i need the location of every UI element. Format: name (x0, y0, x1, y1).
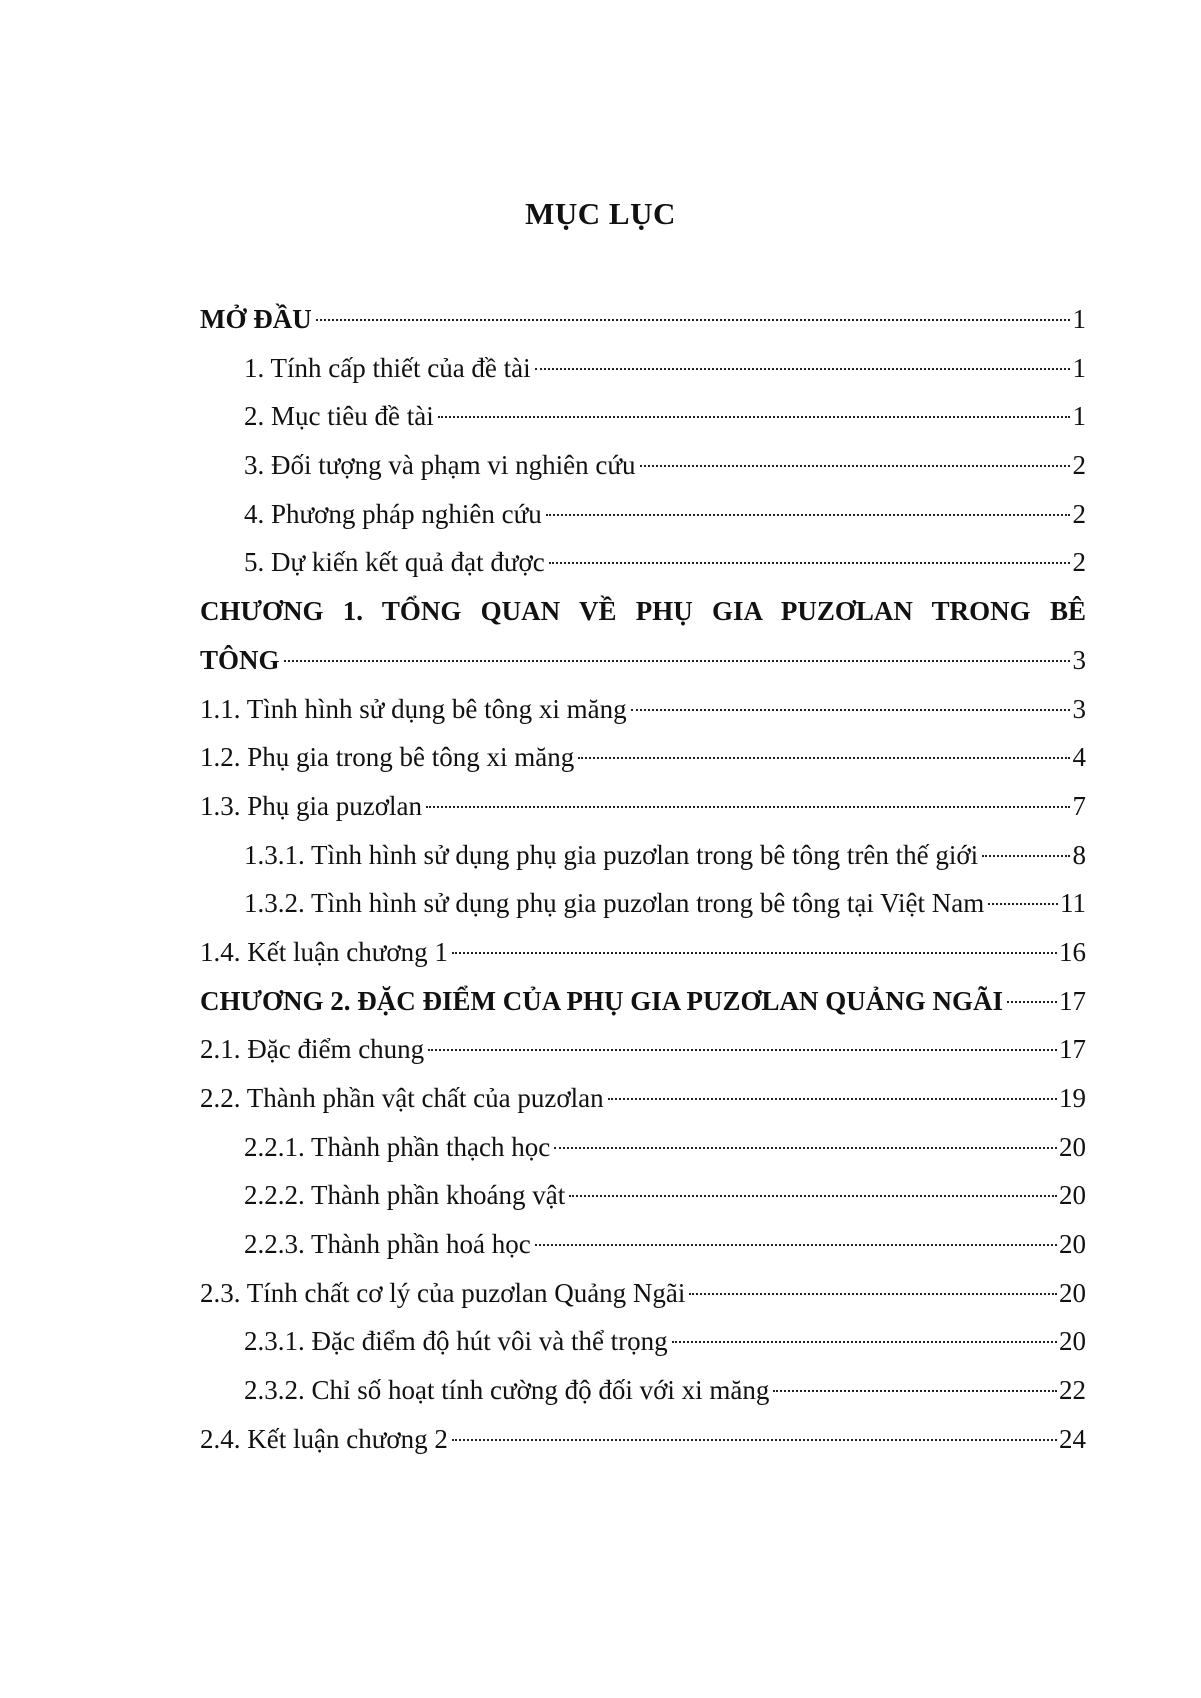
toc-entry-text: 2.3.1. Đặc điểm độ hút vôi và thể trọng (244, 1326, 668, 1357)
toc-page-number: 22 (1059, 1375, 1086, 1406)
toc-entry-text: 2.2.1. Thành phần thạch học (244, 1131, 551, 1162)
toc-entry[interactable] (200, 1269, 1086, 1318)
dot-leader (452, 1439, 1057, 1441)
toc-entry-text: 2.2. Thành phần vật chất của puzơlan (200, 1083, 604, 1113)
toc-entry[interactable] (200, 344, 1086, 393)
toc-page-number: 2 (1072, 450, 1086, 481)
toc-entry-text: 1.3.1. Tình hình sử dụng phụ gia puzơlan trong bê tông trên thế giới (244, 839, 979, 870)
toc-page-number: 2 (1072, 547, 1086, 578)
toc-entry[interactable] (200, 1366, 1086, 1415)
toc-entry-text: 1.3.2. Tình hình sử dụng phụ gia puzơlan trong bê tông tại Việt Nam (244, 888, 985, 919)
dot-leader (773, 1390, 1057, 1392)
toc-entry[interactable] (200, 490, 1086, 539)
toc-page-number: 8 (1072, 839, 1086, 870)
toc-entry-text: 1.2. Phụ gia trong bê tông xi măng (200, 742, 575, 773)
toc-entry-text: 1.1. Tình hình sử dụng bê tông xi măng (200, 693, 627, 724)
toc-page-number: 7 (1072, 790, 1086, 821)
dot-leader (1007, 1001, 1057, 1003)
toc-page-number: 17 (1059, 985, 1086, 1016)
toc-entry[interactable] (200, 1317, 1086, 1366)
toc-page-number: 20 (1059, 1131, 1086, 1162)
dot-leader (428, 1049, 1057, 1051)
toc-entry[interactable] (200, 1171, 1086, 1220)
page-title: MỤC LỤC (525, 196, 676, 231)
toc-entry[interactable] (200, 441, 1086, 490)
toc-entry-intro[interactable] (200, 295, 1086, 344)
dot-leader (988, 903, 1058, 905)
toc-page-number: 3 (1072, 693, 1086, 724)
toc-entry-text: 1.4. Kết luận chương 1 (200, 936, 448, 967)
toc-entry[interactable] (200, 392, 1086, 441)
toc-page-number: 20 (1059, 1277, 1086, 1308)
toc-page-number: 20 (1059, 1180, 1086, 1211)
toc-entry[interactable] (200, 685, 1086, 734)
toc-entry[interactable] (200, 733, 1086, 782)
toc-entry-text: 2.2.3. Thành phần hoá học (244, 1229, 531, 1260)
dot-leader (549, 562, 1070, 564)
toc-entry-text: 3. Đối tượng và phạm vi nghiên cứu (244, 450, 636, 481)
toc-entry-text: 2.1. Đặc điểm chung (200, 1034, 425, 1065)
toc-entry[interactable] (200, 538, 1086, 587)
toc-page-number: 24 (1059, 1423, 1086, 1454)
toc-entry-text: CHƯƠNG 1. TỔNG QUAN VỀ PHỤ GIA PUZƠLAN TRONG BÊ (200, 596, 1086, 627)
toc-entry-text: 2.4. Kết luận chương 2 (200, 1423, 448, 1454)
toc-page-number: 11 (1060, 888, 1086, 919)
table-of-contents (200, 295, 1086, 1464)
toc-entry-text: 1.3. Phụ gia puzơlan (200, 790, 422, 821)
toc-page-number: 16 (1059, 936, 1086, 967)
toc-page-number: 2 (1072, 498, 1086, 529)
dot-leader (554, 1147, 1057, 1149)
toc-page-number: 1 (1072, 304, 1086, 334)
toc-entry[interactable] (200, 928, 1086, 977)
toc-page-number: 20 (1059, 1326, 1086, 1357)
toc-entry[interactable] (200, 831, 1086, 880)
toc-page-number: 20 (1059, 1229, 1086, 1260)
dot-leader (631, 709, 1070, 711)
toc-page-number: 19 (1059, 1083, 1086, 1113)
dot-leader (569, 1195, 1057, 1197)
dot-leader (578, 757, 1070, 759)
toc-entry-text: TÔNG (200, 644, 280, 675)
toc-entry-text: 1. Tính cấp thiết của đề tài (244, 352, 531, 383)
toc-page-number: 4 (1072, 742, 1086, 773)
dot-leader (672, 1341, 1057, 1343)
toc-entry-text: 4. Phương pháp nghiên cứu (244, 498, 542, 529)
toc-entry[interactable] (200, 782, 1086, 831)
toc-entry[interactable] (200, 1220, 1086, 1269)
toc-entry[interactable] (200, 1415, 1086, 1464)
toc-entry[interactable] (200, 1123, 1086, 1172)
dot-leader (689, 1293, 1057, 1295)
toc-entry-text: 2.2.2. Thành phần khoáng vật (244, 1180, 566, 1211)
toc-entry-chapter-1[interactable] (200, 636, 1086, 685)
toc-entry-chapter-1-line-1[interactable] (200, 587, 1086, 636)
dot-leader (535, 368, 1070, 370)
dot-leader (640, 465, 1071, 467)
toc-entry-text: 2.3. Tính chất cơ lý của puzơlan Quảng Ngãi (200, 1277, 686, 1308)
dot-leader (452, 952, 1057, 954)
toc-entry-text: 2.3.2. Chỉ số hoạt tính cường độ đối với xi măng (244, 1375, 770, 1406)
toc-entry-text: 5. Dự kiến kết quả đạt được (244, 547, 545, 578)
dot-leader (284, 660, 1070, 662)
toc-entry-chapter-2[interactable] (200, 977, 1086, 1026)
dot-leader (546, 514, 1070, 516)
toc-entry[interactable] (200, 1025, 1086, 1074)
toc-entry[interactable] (200, 879, 1086, 928)
toc-page-number: 3 (1072, 644, 1086, 675)
toc-page-number: 1 (1072, 401, 1086, 432)
dot-leader (438, 416, 1070, 418)
dot-leader (535, 1244, 1057, 1246)
toc-entry-text: CHƯƠNG 2. ĐẶC ĐIỂM CỦA PHỤ GIA PUZƠLAN QUẢNG NGÃI (200, 985, 1004, 1016)
dot-leader (426, 806, 1070, 808)
toc-page-number: 1 (1072, 352, 1086, 383)
dot-leader (608, 1098, 1057, 1100)
toc-page-number: 17 (1059, 1034, 1086, 1065)
toc-entry-text: 2. Mục tiêu đề tài (244, 401, 434, 432)
toc-entry-text: MỞ ĐẦU (200, 304, 312, 334)
dot-leader (982, 855, 1070, 857)
toc-entry[interactable] (200, 1074, 1086, 1123)
dot-leader (316, 319, 1070, 321)
